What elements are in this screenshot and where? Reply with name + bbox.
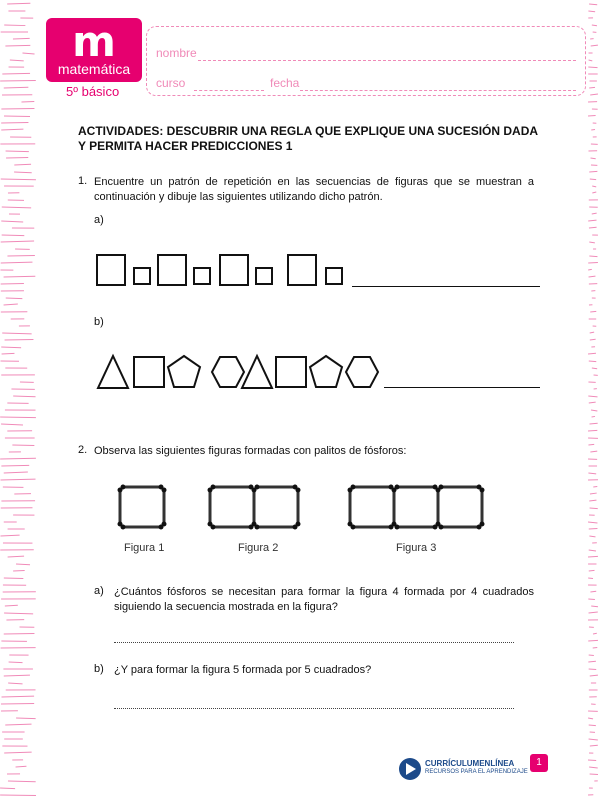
date-field[interactable] <box>300 90 576 91</box>
big-square-4 <box>288 255 316 285</box>
matchstick-head <box>439 485 444 490</box>
matchstick-head <box>439 525 444 530</box>
answer-line-1a[interactable] <box>352 286 540 287</box>
margin-stroke <box>2 73 30 74</box>
pentagon-2 <box>310 356 342 387</box>
margin-stroke <box>6 298 23 299</box>
margin-stroke <box>16 718 36 719</box>
margin-stroke <box>590 311 596 312</box>
page-number: 1 <box>530 754 548 772</box>
margin-stroke <box>589 767 598 768</box>
figure-3-label: Figura 3 <box>396 542 437 554</box>
triangle-2 <box>242 356 272 388</box>
margin-stroke <box>0 535 19 536</box>
margin-stroke <box>1 465 29 466</box>
margin-stroke <box>588 269 592 270</box>
margin-stroke <box>590 774 598 775</box>
margin-stroke <box>1 108 34 109</box>
q2-number: 2. <box>78 444 88 456</box>
matchstick-head <box>480 488 485 493</box>
margin-stroke <box>4 472 28 473</box>
margin-stroke <box>5 45 30 46</box>
matchstick-head <box>255 485 260 490</box>
matchstick-head <box>395 485 400 490</box>
margin-stroke <box>2 333 31 334</box>
margin-stroke <box>589 87 595 88</box>
q2a-label: a) <box>94 585 104 597</box>
q1a-label: a) <box>94 214 104 226</box>
margin-stroke <box>588 640 598 641</box>
q2-text: Observa las siguientes figuras formadas con palitos de fósforos: <box>94 445 407 457</box>
margin-stroke <box>592 368 597 369</box>
margin-stroke <box>592 416 595 417</box>
margin-stroke <box>589 536 595 537</box>
margin-stroke <box>588 353 596 354</box>
margin-stroke <box>589 4 597 5</box>
hexagon-2 <box>346 357 378 387</box>
decorative-margin-left <box>0 0 40 800</box>
margin-stroke <box>4 675 30 676</box>
margin-stroke <box>590 745 598 746</box>
margin-stroke <box>590 591 596 592</box>
margin-stroke <box>1 241 34 242</box>
course-label: curso <box>156 76 186 90</box>
margin-stroke <box>1 179 36 180</box>
margin-stroke <box>2 696 35 697</box>
margin-stroke <box>590 451 597 452</box>
square-sequence <box>96 254 356 288</box>
margin-stroke <box>588 661 596 662</box>
matchstick-head <box>208 522 213 527</box>
margin-stroke <box>6 151 29 152</box>
margin-stroke <box>14 164 31 165</box>
margin-stroke <box>2 207 31 208</box>
matchstick-figures <box>116 484 446 534</box>
matchstick-head <box>162 488 167 493</box>
margin-stroke <box>590 94 598 95</box>
margin-stroke <box>4 752 31 753</box>
margin-stroke <box>588 11 595 12</box>
q2a-text: ¿Cuántos fósforos se necesitan para formar la figura 4 formada por 4 cuadrados siguiendo la secuencia mostrada en la figura? <box>114 586 534 613</box>
margin-stroke <box>1 262 33 263</box>
margin-stroke <box>1 347 21 348</box>
small-square-2 <box>194 268 210 284</box>
margin-stroke <box>588 396 597 397</box>
margin-stroke <box>13 38 30 39</box>
margin-stroke <box>4 25 25 26</box>
margin-stroke <box>0 788 15 789</box>
margin-stroke <box>4 116 30 117</box>
margin-stroke <box>4 87 29 88</box>
margin-stroke <box>591 45 598 46</box>
margin-stroke <box>0 80 36 81</box>
answer-line-1b[interactable] <box>384 387 540 388</box>
small-square-1 <box>134 268 150 284</box>
matchstick-head <box>395 525 400 530</box>
margin-stroke <box>16 564 30 565</box>
margin-stroke <box>14 172 32 173</box>
q2b-text: ¿Y para formar la figura 5 formada por 5 cuadrados? <box>114 664 372 676</box>
margin-stroke <box>1 424 23 425</box>
margin-stroke <box>16 766 27 767</box>
q1b-label: b) <box>94 316 104 328</box>
logo-word: matemática <box>57 61 131 77</box>
activity-title: ACTIVIDADES: DESCUBRIR UNA REGLA QUE EXPLIQUE UNA SUCESIÓN DADA Y PERMITA HACER PREDICCIONES 1 <box>78 124 538 153</box>
margin-stroke <box>22 53 34 54</box>
margin-stroke <box>590 675 598 676</box>
margin-stroke <box>1 221 23 222</box>
margin-stroke <box>2 353 15 354</box>
margin-stroke <box>1 122 28 123</box>
matchstick-head <box>296 522 301 527</box>
margin-stroke <box>590 508 598 509</box>
figure-1-label: Figura 1 <box>124 542 165 554</box>
grade-label: 5º básico <box>66 84 120 99</box>
q1-text: Encuentre un patrón de repetición en las secuencias de figuras que se muestran a continuación y dibuje las siguientes utilizando dicho patrón. <box>94 176 534 203</box>
answer-line-2a[interactable] <box>114 642 514 643</box>
matchstick-head <box>118 488 123 493</box>
matchstick-head <box>480 522 485 527</box>
margin-stroke <box>592 186 596 187</box>
margin-stroke <box>591 158 596 159</box>
margin-stroke <box>2 235 25 236</box>
margin-stroke <box>4 304 18 305</box>
margin-stroke <box>589 550 596 551</box>
course-field[interactable] <box>194 90 264 91</box>
margin-stroke <box>589 60 593 61</box>
matchstick-head <box>296 488 301 493</box>
margin-stroke <box>589 402 596 403</box>
margin-stroke <box>0 417 36 418</box>
matchstick-head <box>162 522 167 527</box>
margin-stroke <box>589 242 595 243</box>
margin-stroke <box>10 60 24 61</box>
margin-stroke <box>5 724 31 725</box>
margin-stroke <box>1 129 23 130</box>
pentagon-1 <box>168 356 200 387</box>
name-field[interactable] <box>198 60 576 61</box>
hexagon-1 <box>212 357 244 387</box>
figure-2-label: Figura 2 <box>238 542 279 554</box>
margin-stroke <box>4 276 36 277</box>
margin-stroke <box>13 396 35 397</box>
student-info-box <box>146 26 586 96</box>
margin-stroke <box>8 683 22 684</box>
big-square-3 <box>220 255 248 285</box>
margin-stroke <box>0 458 36 459</box>
margin-stroke <box>1 703 34 704</box>
margin-stroke <box>591 129 595 130</box>
margin-stroke <box>588 115 596 116</box>
margin-stroke <box>589 276 596 277</box>
logo-letter: m <box>72 17 116 66</box>
margin-stroke <box>589 739 598 740</box>
margin-stroke <box>591 606 598 607</box>
brand-subtitle: RECURSOS PARA EL APRENDIZAJE <box>425 769 528 775</box>
name-label: nombre <box>156 46 197 60</box>
margin-stroke <box>590 423 598 424</box>
margin-stroke <box>1 479 36 480</box>
margin-stroke <box>589 171 597 172</box>
margin-stroke <box>593 647 598 648</box>
matchstick-head <box>255 525 260 530</box>
margin-stroke <box>590 493 597 494</box>
margin-stroke <box>588 718 593 719</box>
margin-stroke <box>588 430 597 431</box>
q2b-label: b) <box>94 663 104 675</box>
margin-stroke <box>588 444 594 445</box>
margin-stroke <box>588 220 596 221</box>
margin-stroke <box>589 612 598 613</box>
subject-logo <box>46 18 142 82</box>
small-square-3 <box>256 268 272 284</box>
answer-line-2b[interactable] <box>114 708 514 709</box>
matchstick-head <box>348 522 353 527</box>
margin-stroke <box>8 556 24 557</box>
triangle-1 <box>98 356 128 388</box>
margin-stroke <box>5 605 18 606</box>
margin-stroke <box>588 67 597 68</box>
margin-stroke <box>590 339 596 340</box>
margin-stroke <box>591 410 597 411</box>
margin-stroke <box>4 613 33 614</box>
margin-stroke <box>588 556 598 557</box>
margin-stroke <box>589 500 596 501</box>
margin-stroke <box>589 570 595 571</box>
margin-stroke <box>588 473 596 474</box>
margin-stroke <box>21 101 34 102</box>
margin-stroke <box>592 213 597 214</box>
margin-stroke <box>592 192 596 193</box>
date-label: fecha <box>270 76 300 90</box>
margin-stroke <box>589 725 596 726</box>
decorative-margin-right <box>588 0 600 800</box>
margin-stroke <box>592 25 597 26</box>
margin-stroke <box>588 522 597 523</box>
big-square-1 <box>97 255 125 285</box>
big-square-2 <box>158 255 186 285</box>
matchstick-head <box>348 488 353 493</box>
margin-stroke <box>589 256 597 257</box>
margin-stroke <box>8 781 36 782</box>
margin-stroke <box>7 3 30 4</box>
q1-number: 1. <box>78 175 88 187</box>
margin-stroke <box>590 332 594 333</box>
square-2 <box>276 357 306 387</box>
brand-name: CURRÍCULUMENLÍNEA <box>425 759 515 768</box>
matchstick-head <box>118 522 123 527</box>
margin-stroke <box>9 662 23 663</box>
square-1 <box>134 357 164 387</box>
margin-stroke <box>0 795 36 796</box>
margin-stroke <box>590 179 596 180</box>
polygon-sequence <box>96 354 386 390</box>
matchstick-head <box>208 488 213 493</box>
small-square-4 <box>326 268 342 284</box>
margin-stroke <box>7 255 34 256</box>
margin-stroke <box>589 361 596 362</box>
margin-stroke <box>593 633 597 634</box>
margin-stroke <box>589 227 597 228</box>
